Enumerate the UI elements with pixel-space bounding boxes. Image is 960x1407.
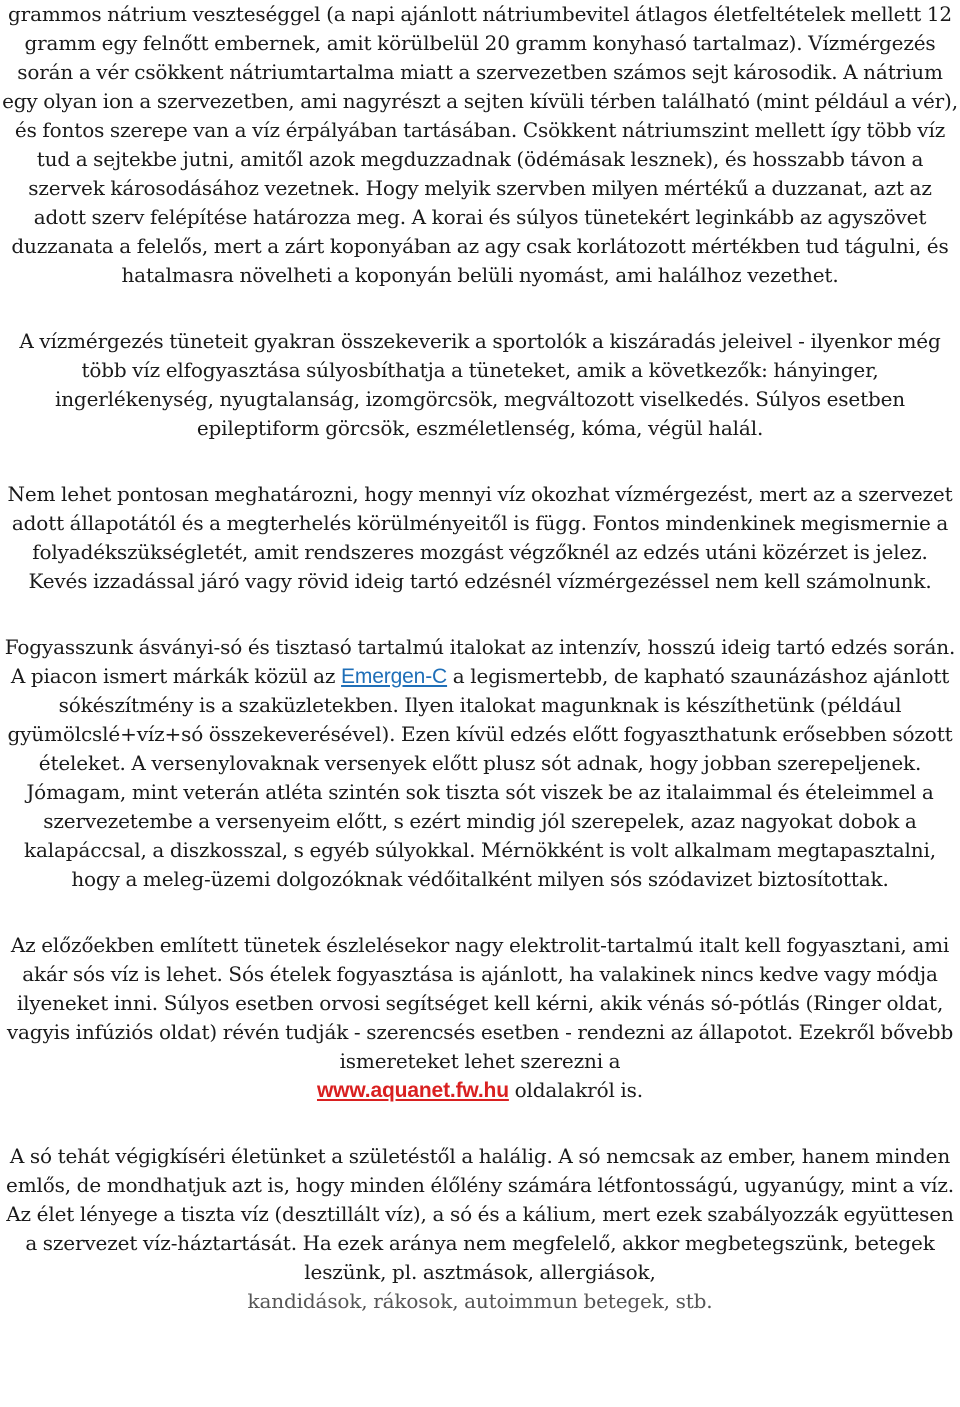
paragraph-last-line: kandidások, rákosok, autoimmun betegek, stb. bbox=[247, 1289, 713, 1313]
paragraph-salt-life bbox=[2, 1142, 958, 1316]
paragraph-mineral-drinks bbox=[2, 633, 958, 894]
aquanet-link[interactable]: www.aquanet.fw.hu bbox=[316, 1079, 509, 1102]
paragraph-symptoms: A vízmérgezés tüneteit gyakran összekeverik a sportolók a kiszáradás jeleivel - ilyenkor még több víz elfogyasztása súlyosbíthatja a tüneteket, amik a következők: hányinger, ingerlékenység, nyugtalanság, izomgörcsök, megváltozott viselkedés. Súlyos esetben epileptiform görcsök, eszméletlenség, kóma, végül halál. bbox=[19, 329, 941, 440]
paragraph-text: a legismertebb, de kapható szaunázáshoz ajánlott sókészítmény is a szaküzletekben. Ilyen italokat magunknak is készíthetünk (például gyümölcslé+víz+só összekeverésével). Ezen kívül edzés előtt fogyaszthatunk erősebben sózott ételeket. A versenylovaknak versenyek előtt plusz sót adnak, hogy jobban szerepeljenek. Jómagam, mint veterán atléta szintén sok tiszta sót viszek be az italaimmal és ételeimmel a szervezetembe a versenyeim előtt, s ezért mindig jól szerepelek, azaz nagyokat dobok a kalapáccsal, a diszkosszal, s egyéb súlyokkal. Mérnökként is volt alkalmam megtapasztalni, hogy a meleg-üzemi dolgozóknak védőitalként milyen sós szódavizet biztosítottak. bbox=[7, 664, 953, 891]
paragraph-water-amount: Nem lehet pontosan meghatározni, hogy mennyi víz okozhat vízmérgezést, mert az a szervezet adott állapotától és a megterhelés körülményeitől is függ. Fontos mindenkinek megismernie a folyadékszükségletét, amit rendszeres mozgást végzőknél az edzés utáni közérzet is jelez. Kevés izzadással járó vagy rövid ideig tartó edzésnél vízmérgezéssel nem kell számolnunk. bbox=[7, 482, 953, 593]
paragraph-text: Fogyasszunk ásványi-só és tisztasó tartalmú italokat az intenzív, hosszú ideig tartó edzés során. A piacon ismert márkák közül az bbox=[4, 635, 956, 688]
paragraph-text: A só tehát végigkíséri életünket a születéstől a halálig. A só nemcsak az ember, hanem minden emlős, de mondhatjuk azt is, hogy minden élőlény számára létfontosságú, ugyanúgy, mint a víz. Az élet lényege a tiszta víz (desztillált víz), a só és a kálium, mert ezek szabályozzák együttesen a szervezet víz-háztartását. Ha ezek aránya nem megfelelő, akkor megbetegszünk, betegek leszünk, pl. asztmások, allergiások, bbox=[6, 1144, 954, 1284]
paragraph-gap bbox=[2, 443, 958, 480]
paragraph-text: Az előzőekben említett tünetek észlelésekor nagy elektrolit-tartalmú italt kell fogyasztani, ami akár sós víz is lehet. Sós ételek fogyasztása is ajánlott, ha valakinek nincs kedve vagy módja ilyeneket inni. Súlyos esetben orvosi segítséget kell kérni, akik vénás só-pótlás (Ringer oldat, vagyis infúziós oldat) révén tudják - szerencsés esetben - rendezni az állapotot. Ezekről bővebb ismereteket lehet szerezni a bbox=[6, 933, 954, 1073]
paragraph-water-intoxication-mechanism: grammos nátrium veszteséggel (a napi ajánlott nátriumbevitel átlagos életfeltételek mellett 12 gramm egy felnőtt embernek, amit körülbelül 20 gramm konyhasó tartalmaz). Vízmérgezés során a vér csökkent nátriumtartalma miatt a szervezetben számos sejt károsodik. A nátrium egy olyan ion a szervezetben, ami nagyrészt a sejten kívüli térben található (mint például a vér), és fontos szerepe van a víz érpályában tartásában. Csökkent nátriumszint mellett így több víz tud a sejtekbe jutni, amitől azok megduzzadnak (ödémásak lesznek), és hosszabb távon a szervek károsodásához vezetnek. Hogy melyik szervben milyen mértékű a duzzanat, azt az adott szerv felépítése határozza meg. A korai és súlyos tünetekért leginkább az agyszövet duzzanata a felelős, mert a zárt koponyában az agy csak korlátozott mértékben tud tágulni, és hatalmasra növelheti a koponyán belüli nyomást, ami halálhoz vezethet. bbox=[2, 2, 958, 287]
paragraph-text: oldalakról is. bbox=[514, 1078, 643, 1102]
paragraph-gap bbox=[2, 290, 958, 327]
paragraph-gap bbox=[2, 596, 958, 633]
paragraph-gap bbox=[2, 894, 958, 931]
paragraph-gap bbox=[2, 1105, 958, 1142]
paragraph-electrolyte-treatment bbox=[2, 931, 958, 1105]
emergen-c-link[interactable]: Emergen-C bbox=[341, 665, 448, 688]
